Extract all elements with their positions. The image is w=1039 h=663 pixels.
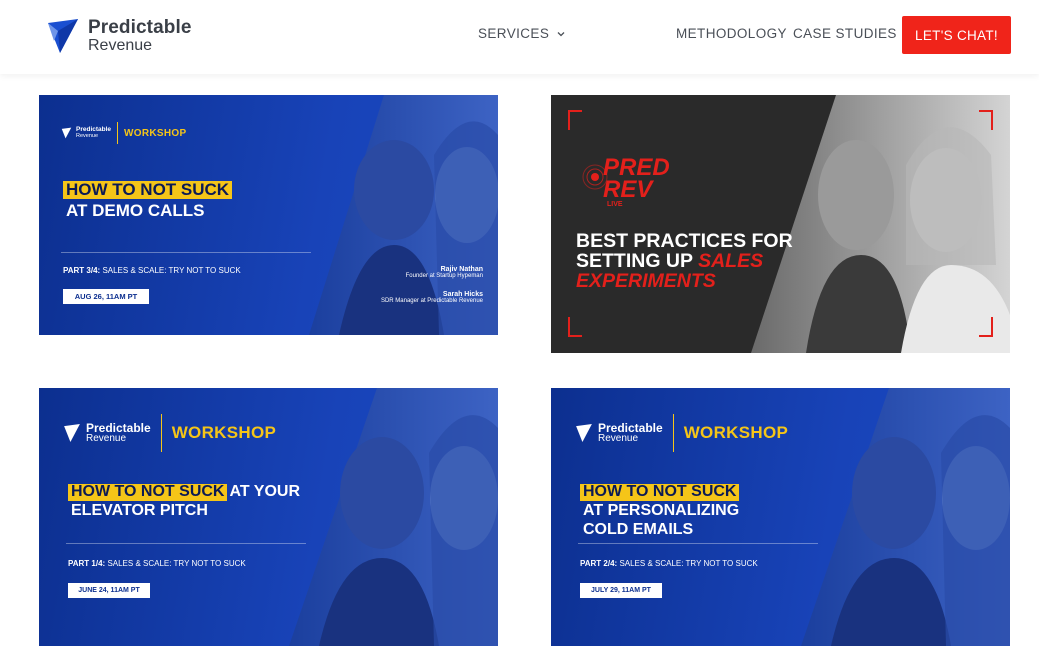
- lets-chat-button[interactable]: LET'S CHAT!: [902, 16, 1011, 54]
- speaker-1-name: Rajiv Nathan: [440, 266, 483, 273]
- title-inline: AT YOUR: [229, 483, 301, 500]
- part-series: SALES & SCALE: TRY NOT TO SUCK: [102, 266, 241, 275]
- predrev-logo: [603, 154, 670, 209]
- part-label: [68, 559, 246, 568]
- card-brand-line1: Predictable: [76, 126, 112, 133]
- nav-services-label: SERVICES: [478, 26, 550, 41]
- title-line3: COLD EMAILS: [583, 521, 694, 538]
- predictable-revenue-logo-icon: [575, 423, 593, 443]
- predrev-logo-sub: LIVE: [607, 201, 623, 209]
- date-badge: JUNE 24, 11AM PT: [68, 583, 150, 598]
- divider: [61, 252, 311, 253]
- title-line1: BEST PRACTICES FOR: [576, 230, 793, 252]
- workshop-card-demo-calls[interactable]: [39, 95, 498, 335]
- part-number: PART 1/4:: [68, 559, 106, 568]
- workshop-label: WORKSHOP: [683, 423, 789, 442]
- card-brand-line2: Revenue: [76, 132, 99, 139]
- frame-corner: [568, 110, 582, 130]
- title-highlight: HOW TO NOT SUCK: [68, 484, 227, 501]
- divider: [578, 543, 818, 544]
- card-brand: [63, 414, 276, 452]
- nav-methodology[interactable]: METHODOLOGY: [676, 26, 787, 41]
- predictable-revenue-logo-icon: [63, 423, 81, 443]
- workshop-card-elevator-pitch[interactable]: [39, 388, 498, 646]
- divider: [66, 543, 306, 544]
- title-rest: AT DEMO CALLS: [66, 201, 205, 220]
- card-brand-line1: Predictable: [86, 421, 151, 435]
- speaker-1: [406, 266, 483, 279]
- part-label: [580, 559, 758, 568]
- title-line2-white: SETTING UP: [576, 249, 693, 272]
- card-brand: [61, 122, 186, 144]
- speaker-1-role: Founder at Startup Hypeman: [405, 273, 483, 279]
- card-title: [576, 232, 793, 292]
- predrev-logo-line2: REV: [603, 175, 653, 203]
- title-highlight: HOW TO NOT SUCK: [63, 181, 232, 199]
- site-header: [0, 0, 1039, 74]
- card-title: [68, 483, 300, 520]
- workshop-label: WORKSHOP: [124, 127, 187, 139]
- predrev-logo-line1: PRED: [603, 154, 670, 181]
- card-brand: [575, 414, 788, 452]
- predictable-revenue-logo-icon: [46, 17, 80, 55]
- chevron-down-icon: [557, 30, 565, 38]
- part-series: SALES & SCALE: TRY NOT TO SUCK: [619, 559, 758, 568]
- card-title: [63, 181, 232, 221]
- date-badge: JULY 29, 11AM PT: [580, 583, 662, 598]
- nav-case-studies[interactable]: CASE STUDIES: [793, 26, 897, 41]
- frame-corner: [979, 317, 993, 337]
- predrev-live-card-sales-experiments[interactable]: [551, 95, 1010, 353]
- card-title: [580, 483, 739, 539]
- predictable-revenue-logo-icon: [61, 127, 72, 139]
- part-number: PART 3/4:: [63, 266, 101, 275]
- logo-wordmark-line1: Predictable: [88, 17, 192, 38]
- frame-corner: [979, 110, 993, 130]
- speakers-photo: [551, 95, 1010, 353]
- speaker-2-role: SDR Manager at Predictable Revenue: [380, 298, 483, 304]
- speaker-2-name: Sarah Hicks: [442, 291, 483, 298]
- frame-corner: [568, 317, 582, 337]
- part-label: [63, 266, 241, 275]
- card-brand-line1: Predictable: [598, 421, 663, 435]
- title-line2-red: SALES: [698, 249, 764, 272]
- card-brand-line2: Revenue: [86, 433, 127, 444]
- logo-wordmark-line2: Revenue: [88, 37, 153, 54]
- part-series: SALES & SCALE: TRY NOT TO SUCK: [107, 559, 246, 568]
- workshop-card-cold-emails[interactable]: [551, 388, 1010, 646]
- title-highlight: HOW TO NOT SUCK: [580, 484, 739, 501]
- title-rest: ELEVATOR PITCH: [71, 502, 208, 519]
- date-badge: AUG 26, 11AM PT: [63, 289, 149, 304]
- speaker-2: [381, 291, 483, 304]
- part-number: PART 2/4:: [580, 559, 618, 568]
- nav-services[interactable]: [478, 26, 565, 41]
- site-logo[interactable]: [46, 17, 192, 55]
- title-line3-red: EXPERIMENTS: [576, 269, 716, 292]
- workshop-label: WORKSHOP: [171, 423, 277, 442]
- title-line2: AT PERSONALIZING: [583, 502, 740, 519]
- card-brand-line2: Revenue: [598, 433, 639, 444]
